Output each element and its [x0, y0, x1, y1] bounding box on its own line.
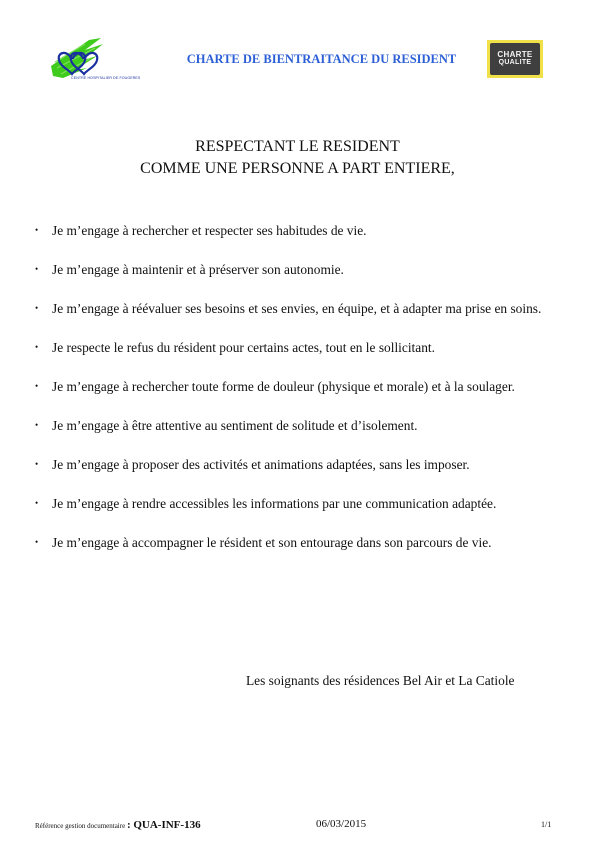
page-title-line-1: RESPECTANT LE RESIDENT [195, 138, 400, 155]
logo-caption: CENTRE HOSPITALIER DE FOUGERES [71, 76, 141, 80]
commitment-text: Je m’engage à être attentive au sentiment de solitude et d’isolement. [52, 418, 418, 433]
page-title-line-2: COMME UNE PERSONNE A PART ENTIERE, [140, 160, 455, 177]
commitment-text: Je m’engage à rechercher et respecter ses habitudes de vie. [52, 223, 367, 238]
commitment-item-1 [35, 222, 561, 239]
bullet-icon: • [35, 342, 39, 352]
signature-line: Les soignants des résidences Bel Air et La Catiole [246, 673, 515, 688]
commitment-item-5 [35, 378, 561, 395]
footer-reference [35, 819, 201, 831]
bullet-icon: • [35, 498, 39, 508]
badge-chalkboard [490, 43, 540, 75]
commitment-item-3 [35, 300, 561, 317]
commitment-text: Je m’engage à réévaluer ses besoins et ses envies, en équipe, et à adapter ma prise en soins. [52, 301, 542, 316]
bullet-icon: • [35, 303, 39, 313]
bullet-icon: • [35, 537, 39, 547]
commitment-text: Je m’engage à rechercher toute forme de douleur (physique et morale) et à la soulager. [52, 379, 515, 394]
commitment-text: Je m’engage à accompagner le résident et son entourage dans son parcours de vie. [52, 535, 492, 550]
commitment-item-4 [35, 339, 561, 356]
commitment-item-6 [35, 417, 561, 434]
commitment-text: Je m’engage à proposer des activités et animations adaptées, sans les imposer. [52, 457, 470, 472]
commitment-text: Je m’engage à rendre accessibles les informations par une communication adaptée. [52, 496, 497, 511]
header-title: CHARTE DE BIENTRAITANCE DU RESIDENT [186, 52, 457, 66]
footer-page-number: 1/1 [541, 820, 552, 829]
commitment-item-7 [35, 456, 561, 473]
commitment-text: Je m’engage à maintenir et à préserver son autonomie. [52, 262, 344, 277]
badge-line-2: QUALITE [498, 59, 532, 66]
page-title [0, 136, 595, 180]
bullet-icon: • [35, 264, 39, 274]
commitment-item-9 [35, 534, 561, 551]
footer-reference-label: Référence gestion documentaire [35, 822, 126, 830]
footer-date: 06/03/2015 [316, 818, 367, 830]
commitment-text: Je respecte le refus du résident pour certains actes, tout en le sollicitant. [52, 340, 435, 355]
footer-reference-code: : QUA-INF-136 [126, 819, 201, 831]
commitment-item-8 [35, 495, 561, 512]
document-header [0, 0, 595, 100]
hospital-logo-icon [45, 36, 165, 86]
commitment-list [35, 222, 561, 551]
bullet-icon: • [35, 225, 39, 235]
commitment-item-2 [35, 261, 561, 278]
bullet-icon: • [35, 420, 39, 430]
bullet-icon: • [35, 381, 39, 391]
badge-line-1: CHARTE [497, 50, 533, 59]
charte-qualite-badge-icon [487, 40, 543, 78]
bullet-icon: • [35, 459, 39, 469]
